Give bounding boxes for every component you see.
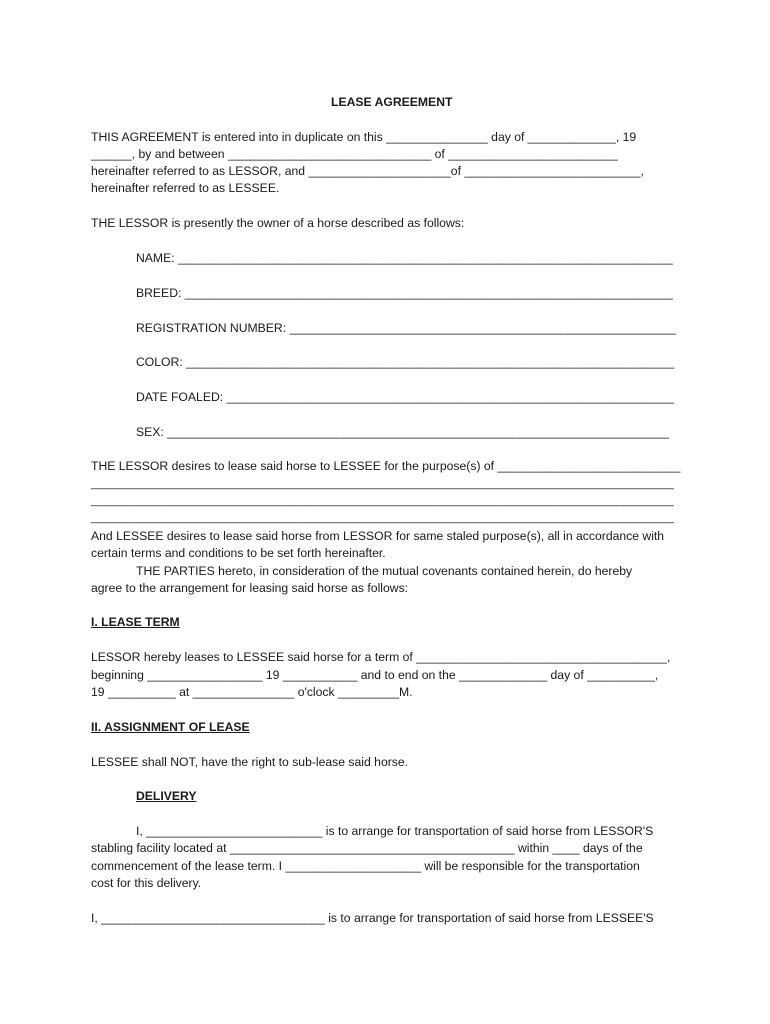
- purpose-line: THE LESSOR desires to lease said horse to LESSEE for the purpose(s) of ___________________________: [91, 459, 681, 473]
- lease-term-heading: I. LEASE TERM: [91, 615, 180, 629]
- intro-line: hereinafter referred to as LESSEE.: [91, 181, 280, 195]
- intro-line: THIS AGREEMENT is entered into in duplicate on this _______________ day of _____________, 19: [91, 130, 637, 144]
- owner-statement: THE LESSOR is presently the owner of a horse described as follows:: [91, 216, 465, 230]
- purpose-blank-line: ____________________________________________________________________________________________: [91, 478, 674, 490]
- intro-line: hereinafter referred to as LESSOR, and _____________________of __________________________,: [91, 164, 644, 178]
- delivery-line: cost for this delivery.: [91, 876, 202, 890]
- agreement-line: certain terms and conditions to be set forth hereinafter.: [91, 546, 386, 560]
- lease-term-line: beginning _________________ 19 ___________ and to end on the _____________ day of __________,: [91, 668, 659, 682]
- purpose-blank-line: ____________________________________________________________________________________________: [91, 512, 674, 524]
- intro-line: ______, by and between ______________________________ of _________________________: [91, 147, 618, 161]
- horse-color-field: COLOR: ________________________________________________________________________: [136, 355, 675, 369]
- horse-breed-field: BREED: ________________________________________________________________________: [136, 286, 673, 300]
- delivery-heading: DELIVERY: [136, 789, 197, 803]
- horse-date-foaled-field: DATE FOALED: __________________________________________________________________: [136, 390, 674, 404]
- assignment-heading: II. ASSIGNMENT OF LEASE: [91, 720, 250, 734]
- horse-sex-field: SEX: __________________________________________________________________________: [136, 425, 669, 439]
- delivery-return-line: I, _________________________________ is to arrange for transportation of said horse from LESSEE'S: [91, 911, 654, 925]
- delivery-line: I, __________________________ is to arrange for transportation of said horse from LESSOR'S: [136, 824, 654, 838]
- lease-term-line: 19 __________ at _______________ o'clock _________M.: [91, 685, 413, 699]
- delivery-line: stabling facility located at __________________________________________ within ____ days of the: [91, 841, 643, 855]
- document-title: LEASE AGREEMENT: [331, 95, 453, 109]
- purpose-blank-line: ____________________________________________________________________________________________: [91, 495, 674, 507]
- delivery-line: commencement of the lease term. I ____________________ will be responsible for the transportation: [91, 859, 640, 873]
- horse-registration-field: REGISTRATION NUMBER: _________________________________________________________: [136, 321, 676, 335]
- lease-term-line: LESSOR hereby leases to LESSEE said horse for a term of _____________________________________,: [91, 650, 671, 664]
- agreement-line: And LESSEE desires to lease said horse from LESSOR for same staled purpose(s), all in accordance with: [91, 529, 665, 543]
- assignment-text: LESSEE shall NOT, have the right to sub-lease said horse.: [91, 755, 409, 769]
- horse-name-field: NAME: _________________________________________________________________________: [136, 251, 673, 265]
- agreement-line: THE PARTIES hereto, in consideration of the mutual covenants contained herein, do hereby: [136, 564, 633, 578]
- agreement-line: agree to the arrangement for leasing said horse as follows:: [91, 581, 409, 595]
